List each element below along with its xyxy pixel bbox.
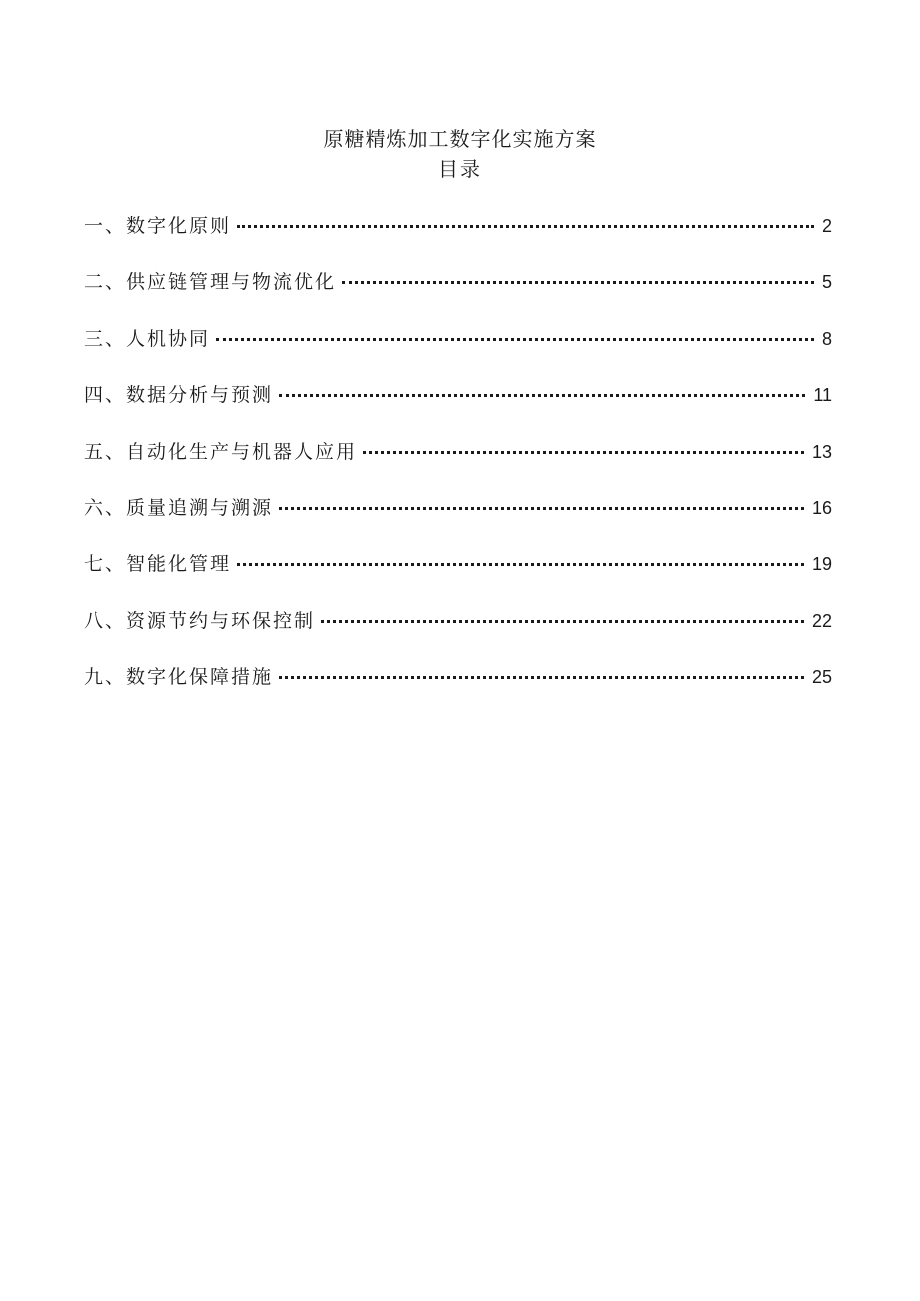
toc-entry-page: 19 — [811, 554, 832, 575]
toc-entry-page: 16 — [811, 497, 832, 518]
toc-entry-label: 四、数据分析与预测 — [84, 384, 274, 407]
toc-entry[interactable] — [84, 379, 832, 435]
toc-entry-label: 九、数字化保障措施 — [84, 666, 274, 689]
toc-entry-label: 三、人机协同 — [84, 327, 211, 350]
toc-entry[interactable] — [84, 436, 832, 492]
toc-entry-page: 2 — [821, 216, 832, 236]
toc-entry[interactable] — [84, 661, 832, 717]
toc-heading: 目录 — [438, 157, 482, 181]
toc-dot-leader — [279, 676, 804, 679]
toc-entry-label: 七、智能化管理 — [84, 553, 232, 576]
document-title: 原糖精炼加工数字化实施方案 — [323, 127, 597, 151]
toc-entry-page: 8 — [821, 328, 832, 349]
toc-entry[interactable] — [84, 266, 832, 322]
toc-dot-leader — [279, 394, 805, 397]
toc-entry-page: 22 — [811, 610, 832, 631]
toc-dot-leader — [216, 338, 814, 341]
toc-dot-leader — [279, 507, 804, 510]
toc-dot-leader — [342, 281, 814, 284]
toc-entry-page: 25 — [811, 667, 832, 688]
toc-entry[interactable] — [84, 492, 832, 548]
toc-entry-page: 11 — [813, 385, 832, 406]
toc-dot-leader — [237, 225, 814, 228]
toc-entry[interactable] — [84, 210, 832, 266]
toc-entry[interactable] — [84, 605, 832, 661]
toc-entry-page: 5 — [821, 272, 832, 293]
toc-entry-page: 13 — [811, 441, 832, 462]
toc-entry[interactable] — [84, 548, 832, 604]
toc-dot-leader — [237, 563, 804, 566]
toc-entry[interactable] — [84, 323, 832, 379]
toc-entry-label: 五、自动化生产与机器人应用 — [84, 440, 358, 463]
table-of-contents — [84, 210, 832, 718]
toc-entry-label: 一、数字化原则 — [84, 215, 232, 237]
toc-entry-label: 二、供应链管理与物流优化 — [84, 271, 337, 294]
toc-entry-label: 六、质量追溯与溯源 — [84, 496, 274, 519]
toc-dot-leader — [321, 620, 804, 623]
toc-dot-leader — [363, 451, 804, 454]
toc-entry-label: 八、资源节约与环保控制 — [84, 609, 316, 632]
